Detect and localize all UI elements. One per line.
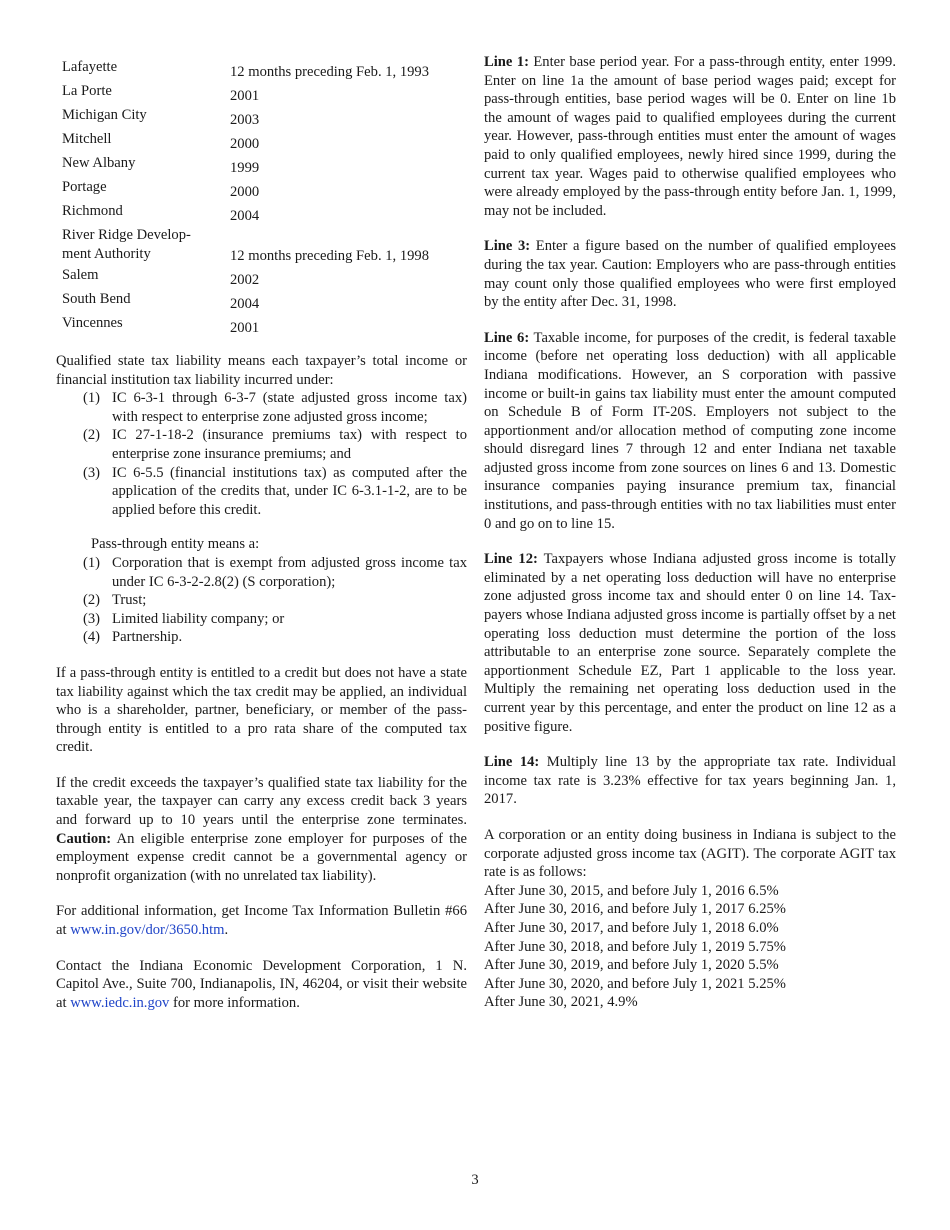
list-text: IC 27-1-18-2 (insurance premiums tax) with respect to enterprise zone insurance premiums; and [112,427,467,462]
line6-text: Taxable income, for purposes of the credit, is federal taxable income (before net operating loss deduction) with all applicable Indiana modifications. However, an S corporation with passive income or built-in gains tax liability must enter the amount computed on Schedule B of Form IT-20S. Employers not subject to the apportionment and/or allocation method of computing zone income should disregard lines 7 through 12 and enter Indiana net taxable adjusted gross income from zone sources on lines 6 and 13. Domestic insurance companies paying insurance premium tax, financial institutions, and pass-through entities with no tax liabilities must enter 0 and go on to line 15. [484,329,897,532]
pro-rata-paragraph: If a pass-through entity is entitled to a credit but does not have a state tax liability against which the tax credit may be applied, an individual who is a shareholder, partner, beneficiary, or member of the pass-through entity is entitled to a pro rata share of the computed tax credit. [56,664,467,756]
list-item [56,628,467,647]
right-column [484,53,896,1012]
agit-rate-line: After June 30, 2020, and before July 1, 2021 5.25% [484,975,786,992]
passthrough-intro: Pass-through entity means a: [91,536,260,553]
list-item [56,464,467,520]
city-name: New Albany [62,155,136,171]
caution-label: Caution: [56,830,112,847]
list-number: (3) [83,610,101,627]
qualified-liability-intro: Qualified state tax liability means each taxpayer’s total income or financial institution tax liability incurred under: [56,353,467,388]
line3-label: Line 3: [484,238,531,255]
city-date: 2000 [230,136,260,153]
city-name: Michigan City [62,107,147,123]
table-row [62,154,429,178]
line1-instructions [484,53,896,220]
table-row [62,266,429,290]
left-column [56,58,467,1012]
line12-instructions [484,550,896,736]
contact-end: for more information. [169,994,300,1011]
line12-text: Taxpayers whose Indiana adjusted gross income is totally eliminated by a net operating loss deduction will have no enterprise zone adjusted gross income tax and should enter 0 on line 14. Tax-payers whose Indiana adjusted gross income is partially offset by a net operating loss deduction must determine the portion of the loss attributable to an enterprise zone source. Separately complete the apportionment Schedule EZ, Part 1 applicable to the loss year. Multiply the remaining net operating loss deduction used in the current year by this percentage, and enter the product on line 12 as a positive figure. [484,551,896,735]
iedc-link[interactable]: www.iedc.in.gov [70,994,170,1011]
city-date: 2004 [230,296,260,313]
list-text: Partnership. [112,629,183,646]
table-row [62,290,429,314]
list-item [56,426,467,463]
table-row [62,178,429,202]
city-date: 12 months preceding Feb. 1, 1993 [230,64,430,81]
list-number: (2) [83,592,101,609]
list-item [56,591,467,610]
qualified-liability-list [56,389,467,519]
city-name: Salem [62,267,99,283]
agit-intro: A corporation or an entity doing business in Indiana is subject to the corporate adjusted gross income tax (AGIT). The corporate AGIT tax rate is as follows: [484,826,896,881]
contact-paragraph [56,957,467,1013]
city-date: 2001 [230,88,260,105]
line14-instructions [484,753,896,809]
table-row [62,202,429,226]
table-row [62,58,429,82]
city-name: Richmond [62,203,123,219]
list-number: (2) [83,427,101,444]
list-text: IC 6-3-1 through 6-3-7 (state adjusted gross income tax) with respect to enterprise zone adjusted gross income; [112,390,467,425]
line12-label: Line 12: [484,551,538,568]
contact-text: Contact the Indiana Economic Development Corporation, 1 N. Capitol Ave., Suite 700, Indianapolis, IN, 46204, or visit their website at [56,957,467,1011]
agit-rate-line: After June 30, 2015, and before July 1, 2016 6.5% [484,882,779,899]
table-row [62,314,429,338]
agit-rate-line: After June 30, 2021, 4.9% [484,994,638,1011]
additional-info-text: For additional information, get Income Tax Information Bulletin #66 at [56,903,467,939]
city-name: South Bend [62,291,131,307]
page-number: 3 [471,1172,479,1188]
list-item [56,554,467,591]
agit-rate-line: After June 30, 2018, and before July 1, 2019 5.75% [484,938,786,955]
additional-info-end: . [224,922,229,939]
line3-instructions [484,237,896,311]
list-number: (4) [83,629,101,646]
line6-instructions [484,329,896,534]
city-date: 2004 [230,208,260,225]
city-name [62,226,230,266]
list-text: Trust; [112,592,147,609]
line14-text: Multiply line 13 by the appropriate tax rate. Individual income tax rate is 3.23% effective for tax years beginning Jan. 1, 2017. [484,754,896,808]
city-name: Vincennes [62,315,123,331]
list-number: (1) [83,390,101,407]
city-date: 2000 [230,184,260,201]
additional-info-paragraph [56,902,467,939]
line1-label: Line 1: [484,54,529,70]
city-date: 12 months preceding Feb. 1, 1998 [230,248,430,265]
city-date: 2003 [230,112,260,129]
city-name: La Porte [62,83,112,99]
list-text: Corporation that is exempt from adjusted gross income tax under IC 6-3-2-2.8(2) (S corporation); [112,554,467,590]
line1-text: Enter base period year. For a pass-through entity, enter 1999. Enter on line 1a the amount of base period wages paid; except for pass-through entities, base period wages will be 0. Enter on line 1b the amount of wages paid to qualified employees during the current year. However, pass-through entities must enter the amount of wages paid to only qualified employees, newly hired since 1999, during the current tax year. Wages paid to otherwise qualified employees who were already employed by the pass-through entity before Jan. 1, 1999, may not be included. [484,54,897,219]
passthrough-list [56,554,467,647]
list-number: (1) [83,554,101,571]
table-row [62,130,429,154]
city-name: Portage [62,179,107,195]
line3-text: Enter a figure based on the number of qualified employees during the tax year. Caution: Employers who are pass-through entities may count only those qualified employees who were first employed by the entity after Dec. 31, 1998. [484,238,897,311]
city-date: 2002 [230,272,260,289]
excess-credit-text: If the credit exceeds the taxpayer’s qualified state tax liability for the taxable year, the taxpayer can carry any excess credit back 3 years and forward up to 10 years until the enterprise zone terminates. [56,774,467,829]
table-row [62,82,429,106]
city-name-line: River Ridge Develop- [62,227,191,243]
list-item [56,389,467,426]
line14-label: Line 14: [484,754,540,771]
agit-rate-line: After June 30, 2019, and before July 1, 2020 5.5% [484,957,779,974]
list-text: IC 6-5.5 (financial institutions tax) as computed after the application of the credits that, under IC 6-3.1-1-2, are to be applied before this credit. [112,464,467,518]
city-date: 2001 [230,320,260,337]
line6-label: Line 6: [484,329,530,346]
excess-credit-paragraph [56,774,467,886]
city-name: Mitchell [62,131,112,147]
city-date: 1999 [230,160,260,177]
agit-rate-line: After June 30, 2017, and before July 1, 2018 6.0% [484,919,779,936]
enterprise-zone-table [62,58,429,338]
agit-rate-line: After June 30, 2016, and before July 1, 2017 6.25% [484,901,786,918]
agit-rate-list [484,882,896,1012]
list-item [56,610,467,629]
table-row [62,226,429,266]
city-name: Lafayette [62,59,118,75]
table-row [62,106,429,130]
bulletin-link[interactable]: www.in.gov/dor/3650.htm [70,922,225,939]
city-name-line: ment Authority [62,245,151,262]
list-text: Limited liability company; or [112,610,285,627]
caution-text: An eligible enterprise zone employer for purposes of the employment expense credit cannot be a governmental agency or nonprofit organization (with no unrelated tax liability). [56,830,467,884]
list-number: (3) [83,464,101,481]
